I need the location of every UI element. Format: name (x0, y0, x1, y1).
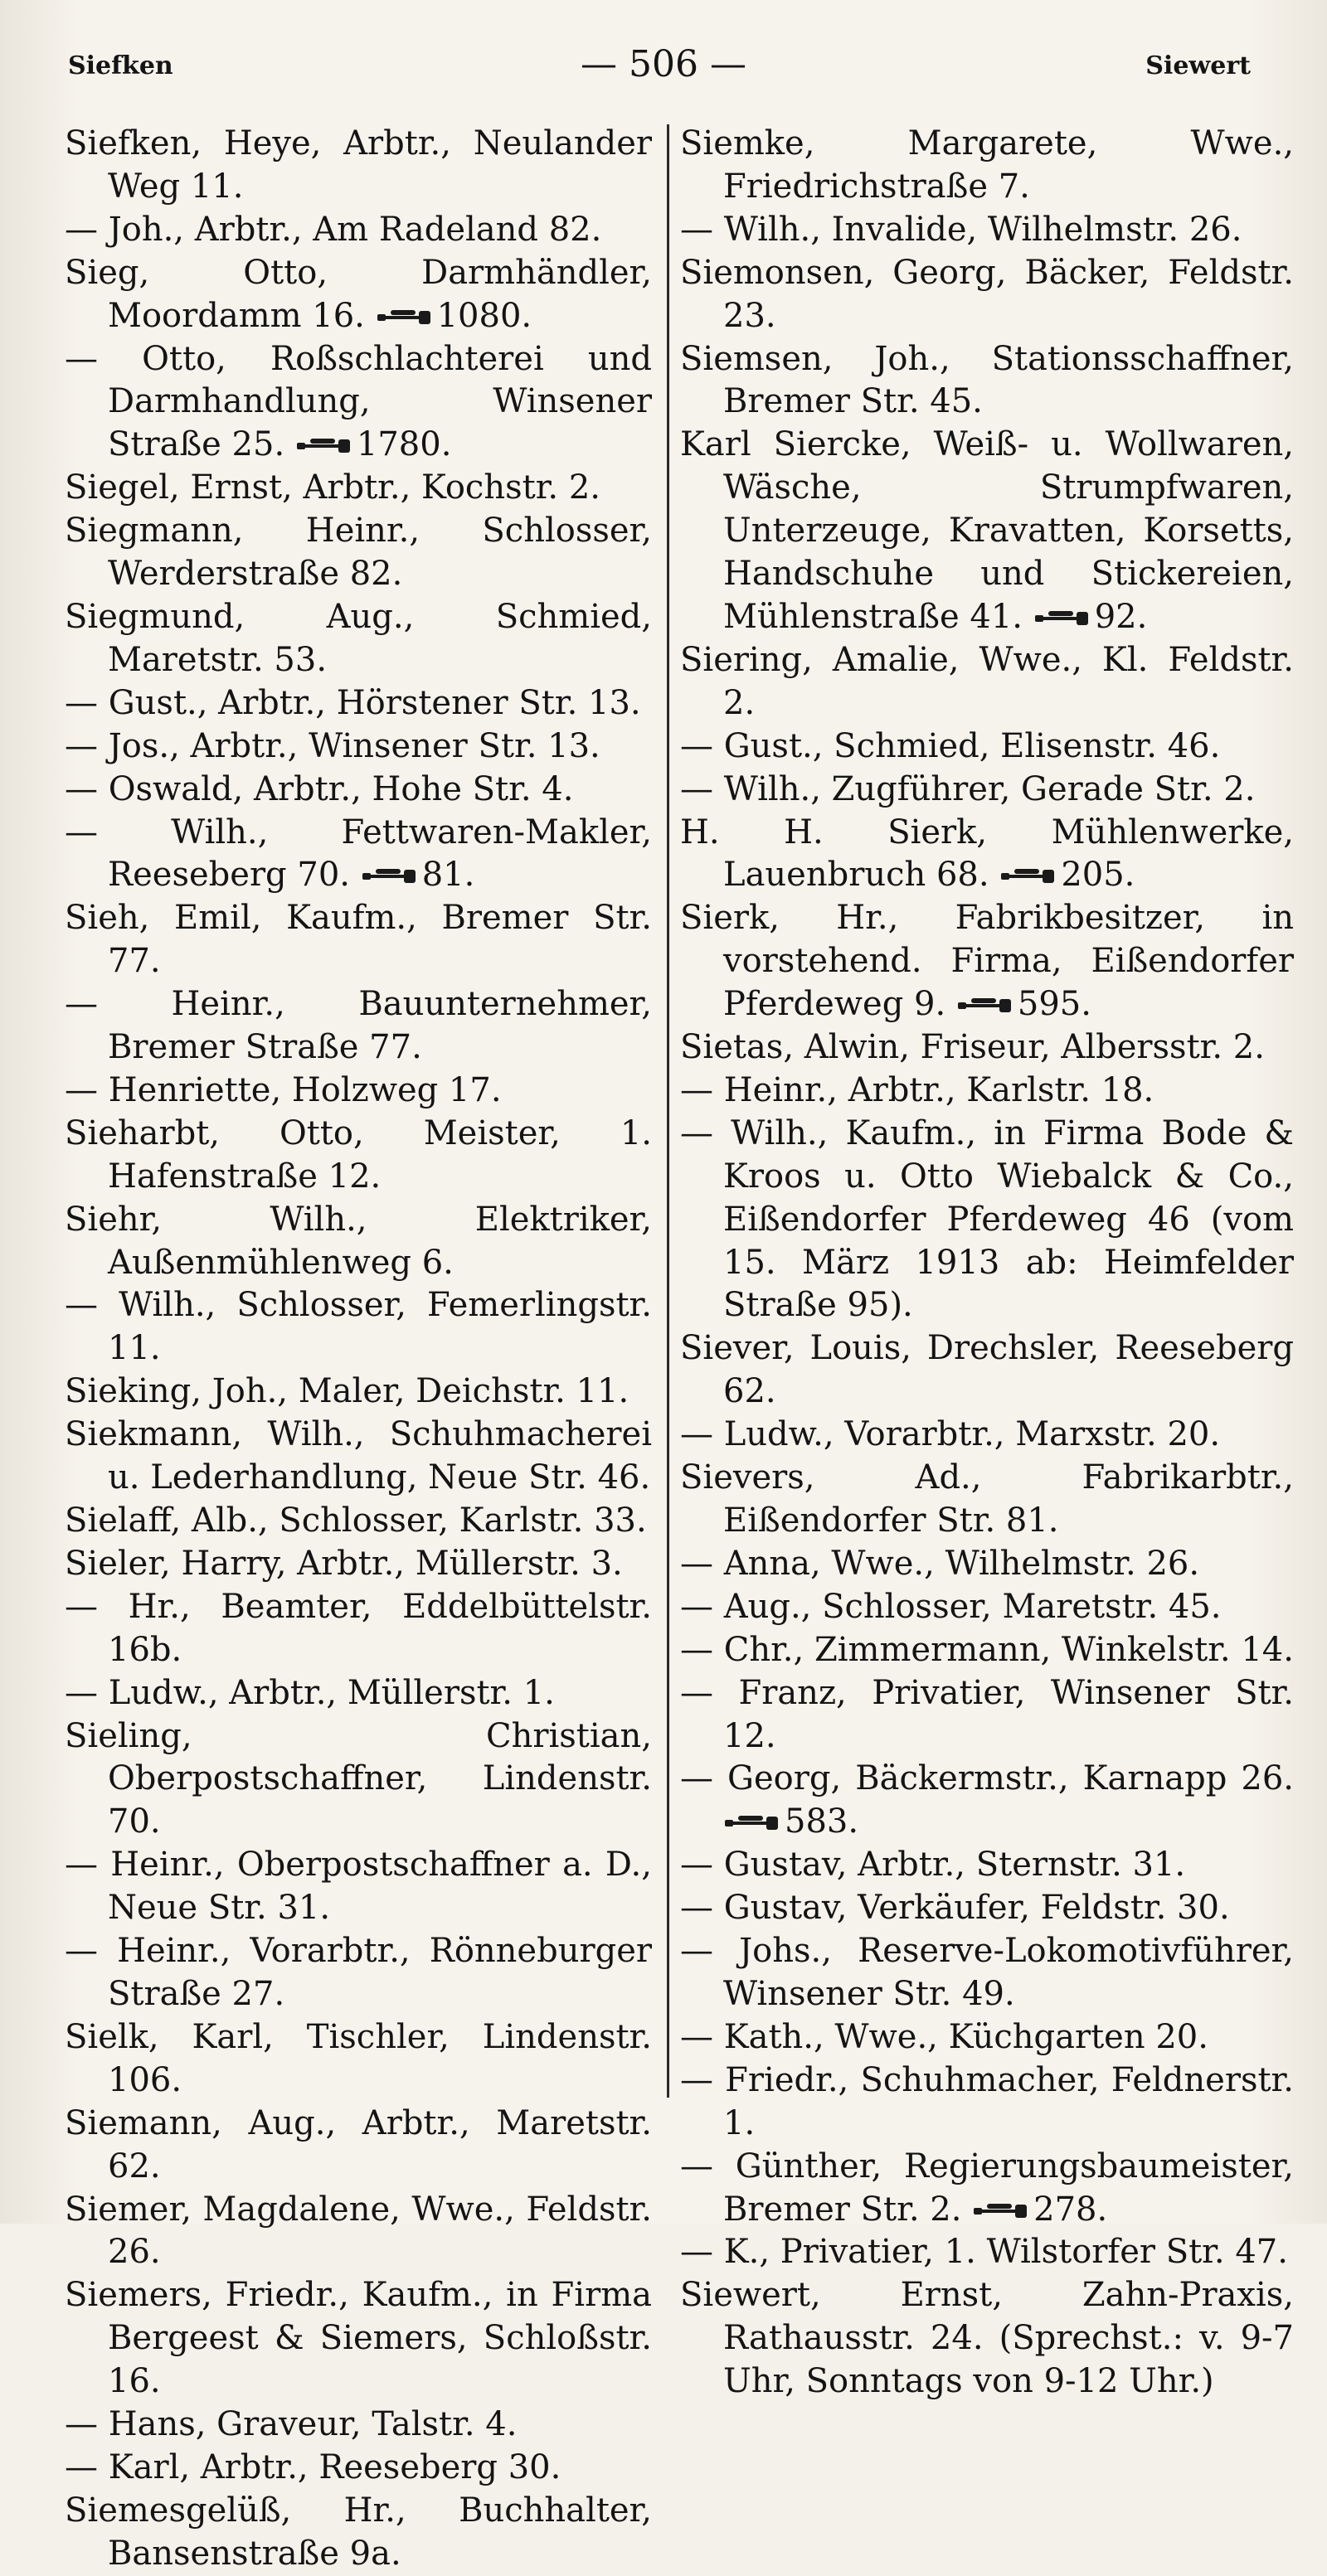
running-head-left: Siefken (68, 51, 173, 80)
directory-entry (65, 1199, 652, 1285)
entry-text: Sieharbt, Otto, Meister, 1. Hafenstraße 12. (65, 1113, 652, 1196)
entry-text: Sieking, Joh., Maler, Deichstr. 11. (65, 1372, 629, 1411)
entry-text: Sieler, Harry, Arbtr., Müllerstr. 3. (65, 1544, 623, 1583)
entry-text: — Hr., Beamter, Eddelbüttelstr. 16b. (65, 1587, 652, 1669)
entry-text: — Anna, Wwe., Wilhelmstr. 26. (680, 1544, 1200, 1583)
entry-text: Siewert, Ernst, Zahn-Praxis, Rathausstr. 24. (Sprechst.: v. 9-7 Uhr, Sonntags von 9-12 Uhr.) (680, 2276, 1294, 2401)
entry-text: — Wilh., Zugführer, Gerade Str. 2. (680, 769, 1256, 808)
entry-text: Sielk, Karl, Tischler, Lindenstr. 106. (65, 2017, 652, 2099)
entry-text: Siegmann, Heinr., Schlosser, Werderstraße 82. (65, 512, 652, 594)
entry-text: — Ludw., Vorarbtr., Marxstr. 20. (680, 1415, 1221, 1454)
entry-text: Sietas, Alwin, Friseur, Albersstr. 2. (680, 1028, 1265, 1067)
entry-text: Siemke, Margarete, Wwe., Friedrichstraße 7. (680, 124, 1294, 206)
entry-text: Sieh, Emil, Kaufm., Bremer Str. 77. (65, 899, 652, 981)
entry-text: — K., Privatier, 1. Wilstorfer Str. 47. (680, 2233, 1288, 2272)
entry-text: — Johs., Reserve-Lokomotivführer, Winsener Str. 49. (680, 1932, 1294, 2013)
phone-number: 583. (785, 1802, 859, 1841)
phone-number: 205. (1061, 856, 1135, 895)
directory-entry (680, 1629, 1294, 1672)
directory-entry (680, 1543, 1294, 1586)
left-column (65, 123, 652, 2576)
entry-text: — Günther, Regierungsbaumeister, Bremer Str. 2. (680, 2147, 1294, 2229)
directory-entry (65, 1370, 652, 1414)
directory-entry (65, 1414, 652, 1500)
phone-number: 92. (1094, 597, 1148, 636)
telephone-icon (361, 856, 422, 894)
directory-entry (680, 1672, 1294, 1759)
page-number: — 506 — (581, 43, 746, 85)
directory-entry (680, 1070, 1294, 1113)
right-column (680, 123, 1294, 2404)
entry-text: Sielaff, Alb., Schlosser, Karlstr. 33. (65, 1501, 647, 1540)
directory-entry (680, 2146, 1294, 2232)
directory-entry (65, 2274, 652, 2404)
entry-text: Siemers, Friedr., Kaufm., in Firma Bergeest & Siemers, Schloßstr. 16. (65, 2276, 652, 2401)
entry-text: Siegmund, Aug., Schmied, Maretstr. 53. (65, 597, 652, 679)
entry-text: Karl Siercke, Weiß- u. Wollwaren, Wäsche, Strumpfwaren, Unterzeuge, Kravatten, Korsetts, Handschuhe und Stickereien, Mühlenstraße 41. (680, 425, 1294, 636)
entry-text: — Ludw., Arbtr., Müllerstr. 1. (65, 1673, 555, 1712)
entry-text: — Wilh., Schlosser, Femerlingstr. 11. (65, 1286, 652, 1368)
telephone-icon (956, 985, 1018, 1023)
directory-entry (680, 338, 1294, 424)
phone-number: 1780. (356, 425, 452, 464)
directory-entry (680, 209, 1294, 252)
entry-text: — Wilh., Invalide, Wilhelmstr. 26. (680, 210, 1242, 249)
directory-entry (680, 123, 1294, 209)
entry-text: — Henriette, Holzweg 17. (65, 1070, 502, 1109)
directory-entry (680, 2274, 1294, 2404)
directory-entry (680, 725, 1294, 769)
entry-text: Siemesgelüß, Hr., Buchhalter, Bansenstraße 9a. (65, 2491, 652, 2573)
phone-number: 1080. (436, 296, 532, 335)
entry-text: — Jos., Arbtr., Winsener Str. 13. (65, 726, 600, 765)
directory-entry (680, 1113, 1294, 1328)
directory-entry (65, 1844, 652, 1930)
entry-text: — Gust., Schmied, Elisenstr. 46. (680, 726, 1221, 765)
entry-text: — Georg, Bäckermstr., Karnapp 26. (680, 1759, 1294, 1798)
directory-entry (65, 1715, 652, 1845)
directory-entry (680, 2016, 1294, 2059)
entry-text: — Heinr., Bauunternehmer, Bremer Straße 77. (65, 985, 652, 1067)
directory-entry (65, 1586, 652, 1672)
directory-entry (65, 510, 652, 596)
entry-text: Siekmann, Wilh., Schuhmacherei u. Lederhandlung, Neue Str. 46. (65, 1415, 652, 1497)
directory-entry (65, 1500, 652, 1543)
directory-entry (65, 2404, 652, 2447)
directory-entry (680, 769, 1294, 812)
column-divider (667, 124, 669, 2098)
directory-entry (65, 769, 652, 812)
entry-text: — Aug., Schlosser, Maretstr. 45. (680, 1587, 1222, 1626)
directory-entry (65, 2016, 652, 2103)
entry-text: — Wilh., Kaufm., in Firma Bode & Kroos u. Otto Wiebalck & Co., Eißendorfer Pferdeweg 46 (vom 15. März 1913 ab: Heimfelder Straße 95). (680, 1113, 1294, 1325)
entry-text: — Gust., Arbtr., Hörstener Str. 13. (65, 683, 641, 722)
directory-entry (680, 897, 1294, 1026)
entry-text: — Hans, Graveur, Talstr. 4. (65, 2405, 518, 2444)
directory-entry (680, 1887, 1294, 1930)
entry-text: — Gustav, Arbtr., Sternstr. 31. (680, 1846, 1186, 1885)
entry-text: Sieg, Otto, Darmhändler, Moordamm 16. (65, 253, 652, 335)
directory-entry (680, 424, 1294, 639)
directory-entry (680, 1844, 1294, 1887)
directory-entry (680, 1457, 1294, 1543)
entry-text: Siering, Amalie, Wwe., Kl. Feldstr. 2. (680, 640, 1294, 722)
directory-entry (65, 1930, 652, 2016)
directory-entry (680, 1414, 1294, 1457)
telephone-icon (376, 297, 437, 335)
telephone-icon (723, 1802, 785, 1841)
entry-text: — Friedr., Schuhmacher, Feldnerstr. 1. (680, 2060, 1294, 2142)
directory-entry (680, 812, 1294, 898)
directory-entry (65, 2189, 652, 2275)
directory-entry (65, 467, 652, 510)
directory-entry (680, 1327, 1294, 1414)
directory-entry (680, 1930, 1294, 2016)
directory-entry (680, 2059, 1294, 2146)
entry-text: — Heinr., Arbtr., Karlstr. 18. (680, 1070, 1154, 1109)
directory-entry (65, 897, 652, 983)
telephone-icon (972, 2190, 1033, 2229)
entry-text: Siegel, Ernst, Arbtr., Kochstr. 2. (65, 468, 601, 507)
entry-text: — Franz, Privatier, Winsener Str. 12. (680, 1673, 1294, 1755)
entry-text: — Kath., Wwe., Küchgarten 20. (680, 2017, 1208, 2056)
directory-entry (65, 1284, 652, 1370)
entry-text: Sieling, Christian, Oberpostschaffner, Lindenstr. 70. (65, 1716, 652, 1841)
directory-entry (65, 1070, 652, 1113)
entry-text: H. H. Sierk, Mühlenwerke, Lauenbruch 68. (680, 813, 1294, 895)
entry-text: — Wilh., Fettwaren-Makler, Reeseberg 70. (65, 813, 652, 895)
directory-entry (65, 2103, 652, 2189)
directory-entry (65, 338, 652, 468)
running-head-right: Siewert (1145, 51, 1251, 80)
phone-number: 595. (1017, 985, 1091, 1024)
entry-text: — Chr., Zimmermann, Winkelstr. 14. (680, 1630, 1294, 1669)
entry-text: Siehr, Wilh., Elektriker, Außenmühlenweg 6. (65, 1200, 652, 1282)
directory-entry (65, 209, 652, 252)
directory-entry (680, 1026, 1294, 1070)
entry-text: Siemonsen, Georg, Bäcker, Feldstr. 23. (680, 253, 1294, 335)
phone-number: 278. (1033, 2190, 1108, 2229)
entry-text: Siemsen, Joh., Stationsschaffner, Bremer Str. 45. (680, 339, 1294, 421)
directory-entry (65, 725, 652, 769)
entry-text: — Heinr., Oberpostschaffner a. D., Neue Str. 31. (65, 1846, 652, 1928)
directory-entry (65, 983, 652, 1070)
directory-entry (65, 252, 652, 338)
telephone-icon (295, 425, 357, 463)
telephone-icon (1033, 598, 1095, 636)
entry-text: — Heinr., Vorarbtr., Rönneburger Straße 27. (65, 1932, 652, 2013)
entry-text: — Otto, Roßschlachterei und Darmhandlung, Winsener Straße 25. (65, 339, 652, 464)
entry-text: Sierk, Hr., Fabrikbesitzer, in vorstehend. Firma, Eißendorfer Pferdeweg 9. (680, 899, 1294, 1024)
directory-entry (680, 1758, 1294, 1844)
directory-entry (65, 596, 652, 682)
entry-text: — Gustav, Verkäufer, Feldstr. 30. (680, 1889, 1230, 1928)
entry-text: Siemer, Magdalene, Wwe., Feldstr. 26. (65, 2190, 652, 2272)
entry-text: Siefken, Heye, Arbtr., Neulander Weg 11. (65, 124, 652, 206)
directory-entry (65, 1113, 652, 1199)
entry-text: Siever, Louis, Drechsler, Reeseberg 62. (680, 1329, 1294, 1411)
directory-entry (680, 639, 1294, 725)
directory-entry (65, 1672, 652, 1715)
directory-entry (65, 1543, 652, 1586)
directory-entry (680, 2231, 1294, 2274)
telephone-icon (999, 856, 1061, 894)
entry-text: — Oswald, Arbtr., Hohe Str. 4. (65, 769, 574, 808)
phone-number: 81. (421, 856, 475, 895)
entry-text: Sievers, Ad., Fabrikarbtr., Eißendorfer Str. 81. (680, 1458, 1294, 1540)
entry-text: — Karl, Arbtr., Reeseberg 30. (65, 2447, 561, 2486)
directory-entry (65, 2490, 652, 2576)
directory-entry (65, 812, 652, 898)
entry-text: Siemann, Aug., Arbtr., Maretstr. 62. (65, 2103, 652, 2185)
directory-entry (680, 252, 1294, 338)
entry-text: — Joh., Arbtr., Am Radeland 82. (65, 210, 602, 249)
directory-entry (65, 2447, 652, 2490)
directory-entry (65, 682, 652, 725)
directory-entry (65, 123, 652, 209)
directory-entry (680, 1586, 1294, 1629)
